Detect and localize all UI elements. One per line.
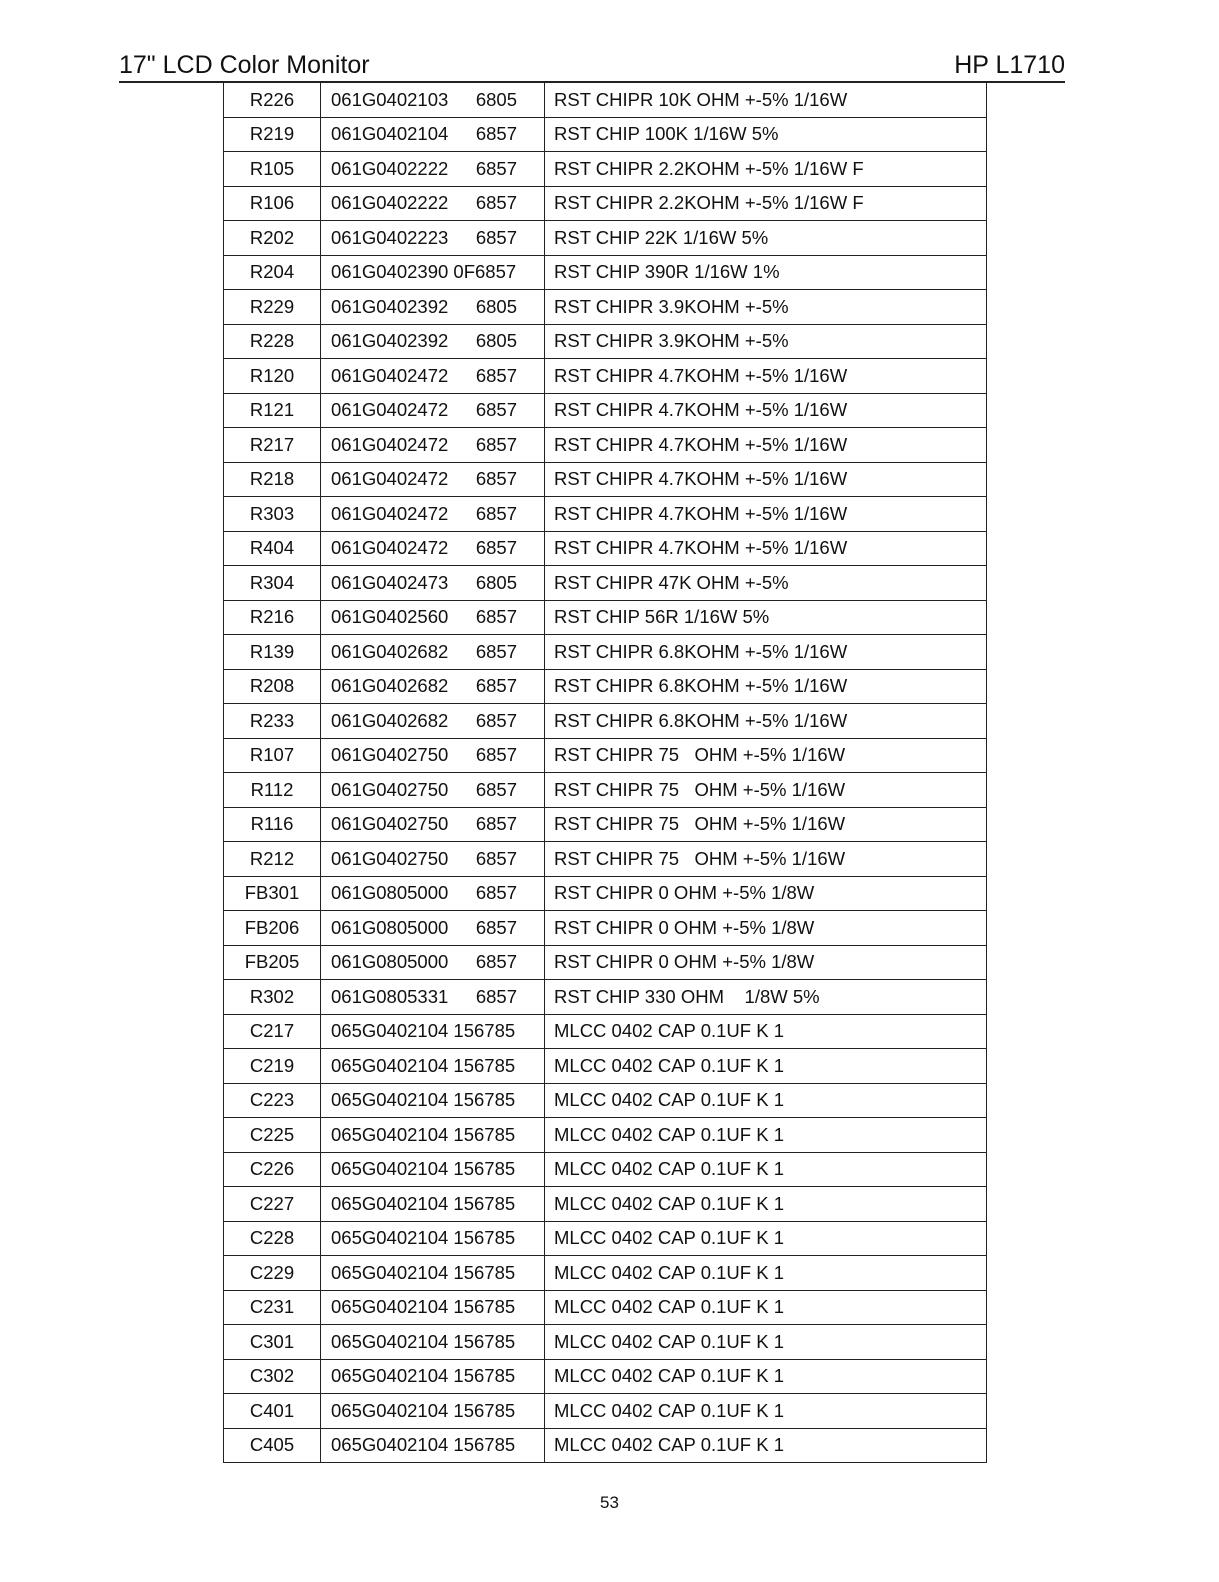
table-row <box>224 1359 987 1394</box>
part-number: 061G0402750 <box>331 778 449 800</box>
description-cell: MLCC 0402 CAP 0.1UF K 1 <box>545 1394 987 1429</box>
table-row <box>224 1221 987 1256</box>
reference-designator-cell: C229 <box>224 1256 321 1291</box>
part-number: 061G0402472 <box>331 364 449 386</box>
description-cell: RST CHIPR 3.9KOHM +-5% <box>545 324 987 359</box>
description-cell: RST CHIPR 10K OHM +-5% 1/16W <box>545 83 987 118</box>
location-code: 6805 <box>475 88 517 110</box>
table-row <box>224 945 987 980</box>
description-cell: RST CHIPR 75 OHM +-5% 1/16W <box>545 807 987 842</box>
part-number-cell <box>321 669 545 704</box>
table-row <box>224 1428 987 1463</box>
part-number-cell <box>321 1428 545 1463</box>
part-number: 065G0402104 156785 <box>331 1296 516 1318</box>
part-number-cell <box>321 876 545 911</box>
reference-designator-cell: FB205 <box>224 945 321 980</box>
description-cell: RST CHIPR 75 OHM +-5% 1/16W <box>545 773 987 808</box>
reference-designator-cell: C405 <box>224 1428 321 1463</box>
part-number: 061G0805331 <box>331 985 449 1007</box>
part-number-cell <box>321 1152 545 1187</box>
part-number-cell <box>321 773 545 808</box>
location-code: 6857 <box>475 399 517 421</box>
table-row <box>224 1152 987 1187</box>
part-number-cell <box>321 462 545 497</box>
description-cell: MLCC 0402 CAP 0.1UF K 1 <box>545 1118 987 1153</box>
reference-designator-cell: FB301 <box>224 876 321 911</box>
part-number: 061G0402392 <box>331 330 449 352</box>
reference-designator-cell: R233 <box>224 704 321 739</box>
part-number-cell <box>321 807 545 842</box>
part-number: 061G0402560 <box>331 606 449 628</box>
location-code: 6857 <box>475 192 517 214</box>
table-row <box>224 186 987 221</box>
table-row <box>224 531 987 566</box>
part-number-cell <box>321 945 545 980</box>
location-code: 6857 <box>475 640 517 662</box>
table-row <box>224 876 987 911</box>
table-row <box>224 773 987 808</box>
table-row <box>224 738 987 773</box>
reference-designator-cell: FB206 <box>224 911 321 946</box>
reference-designator-cell: C401 <box>224 1394 321 1429</box>
part-number-cell <box>321 290 545 325</box>
location-code: 6857 <box>475 157 517 179</box>
description-cell: RST CHIPR 4.7KOHM +-5% 1/16W <box>545 359 987 394</box>
reference-designator-cell: C301 <box>224 1325 321 1360</box>
location-code: 6857 <box>475 778 517 800</box>
location-code: 6857 <box>475 951 517 973</box>
parts-list-body <box>224 83 987 1463</box>
document-title: 17" LCD Color Monitor <box>119 51 370 79</box>
description-cell: RST CHIPR 0 OHM +-5% 1/8W <box>545 911 987 946</box>
table-row <box>224 117 987 152</box>
part-number-cell <box>321 221 545 256</box>
reference-designator-cell: R121 <box>224 393 321 428</box>
part-number-cell <box>321 255 545 290</box>
table-row <box>224 1394 987 1429</box>
reference-designator-cell: R226 <box>224 83 321 118</box>
reference-designator-cell: R302 <box>224 980 321 1015</box>
table-row <box>224 324 987 359</box>
part-number: 061G0402682 <box>331 675 449 697</box>
description-cell: RST CHIPR 4.7KOHM +-5% 1/16W <box>545 531 987 566</box>
part-number-cell <box>321 980 545 1015</box>
part-number: 061G0402472 <box>331 433 449 455</box>
location-code: 6805 <box>475 295 517 317</box>
part-number: 061G0402392 <box>331 295 449 317</box>
part-number-cell <box>321 1049 545 1084</box>
part-number-cell <box>321 1394 545 1429</box>
part-number-cell <box>321 152 545 187</box>
location-code: 6857 <box>475 123 517 145</box>
table-row <box>224 842 987 877</box>
part-number-cell <box>321 117 545 152</box>
description-cell: MLCC 0402 CAP 0.1UF K 1 <box>545 1187 987 1222</box>
part-number-cell <box>321 186 545 221</box>
location-code: 6805 <box>475 330 517 352</box>
part-number-cell <box>321 738 545 773</box>
page-header <box>119 50 1065 83</box>
reference-designator-cell: R216 <box>224 600 321 635</box>
model-name: HP L1710 <box>954 51 1065 79</box>
table-row <box>224 462 987 497</box>
part-number-cell <box>321 1118 545 1153</box>
location-code: 6857 <box>475 916 517 938</box>
reference-designator-cell: C302 <box>224 1359 321 1394</box>
part-number-cell <box>321 1256 545 1291</box>
part-number: 065G0402104 156785 <box>331 1089 516 1111</box>
reference-designator-cell: C223 <box>224 1083 321 1118</box>
part-number-cell <box>321 1083 545 1118</box>
part-number-cell <box>321 428 545 463</box>
table-row <box>224 83 987 118</box>
part-number: 065G0402104 156785 <box>331 1261 516 1283</box>
table-row <box>224 980 987 1015</box>
part-number: 061G0402750 <box>331 744 449 766</box>
reference-designator-cell: C226 <box>224 1152 321 1187</box>
reference-designator-cell: R218 <box>224 462 321 497</box>
table-row <box>224 359 987 394</box>
description-cell: MLCC 0402 CAP 0.1UF K 1 <box>545 1152 987 1187</box>
description-cell: RST CHIPR 4.7KOHM +-5% 1/16W <box>545 497 987 532</box>
description-cell: RST CHIPR 2.2KOHM +-5% 1/16W F <box>545 186 987 221</box>
part-number-cell <box>321 393 545 428</box>
part-number-cell <box>321 635 545 670</box>
part-number: 065G0402104 156785 <box>331 1020 516 1042</box>
location-code: 6857 <box>475 847 517 869</box>
description-cell: RST CHIPR 4.7KOHM +-5% 1/16W <box>545 428 987 463</box>
part-number-cell <box>321 1014 545 1049</box>
part-number-cell <box>321 911 545 946</box>
part-number: 065G0402104 156785 <box>331 1330 516 1352</box>
location-code: 6857 <box>475 502 517 524</box>
location-code: 6857 <box>475 744 517 766</box>
part-number: 065G0402104 156785 <box>331 1227 516 1249</box>
description-cell: RST CHIPR 4.7KOHM +-5% 1/16W <box>545 393 987 428</box>
reference-designator-cell: C227 <box>224 1187 321 1222</box>
description-cell: RST CHIPR 2.2KOHM +-5% 1/16W F <box>545 152 987 187</box>
part-number: 061G0402472 <box>331 502 449 524</box>
location-code: 6857 <box>475 813 517 835</box>
part-number-cell <box>321 324 545 359</box>
reference-designator-cell: C225 <box>224 1118 321 1153</box>
page-number: 53 <box>600 1493 619 1512</box>
part-number: 061G0402104 <box>331 123 449 145</box>
reference-designator-cell: C231 <box>224 1290 321 1325</box>
table-row <box>224 1014 987 1049</box>
part-number-cell <box>321 83 545 118</box>
reference-designator-cell: R229 <box>224 290 321 325</box>
location-code: 6857 <box>475 537 517 559</box>
part-number: 065G0402104 156785 <box>331 1123 516 1145</box>
part-number-cell <box>321 566 545 601</box>
location-code: 6857 <box>475 985 517 1007</box>
reference-designator-cell: R217 <box>224 428 321 463</box>
location-code: 6857 <box>475 882 517 904</box>
reference-designator-cell: R228 <box>224 324 321 359</box>
part-number: 065G0402104 156785 <box>331 1434 516 1456</box>
description-cell: MLCC 0402 CAP 0.1UF K 1 <box>545 1221 987 1256</box>
reference-designator-cell: R139 <box>224 635 321 670</box>
description-cell: RST CHIP 22K 1/16W 5% <box>545 221 987 256</box>
part-number-cell <box>321 1187 545 1222</box>
table-row <box>224 1325 987 1360</box>
table-row <box>224 255 987 290</box>
reference-designator-cell: C217 <box>224 1014 321 1049</box>
part-number: 065G0402104 156785 <box>331 1399 516 1421</box>
reference-designator-cell: R116 <box>224 807 321 842</box>
reference-designator-cell: R404 <box>224 531 321 566</box>
table-row <box>224 1256 987 1291</box>
description-cell: RST CHIPR 3.9KOHM +-5% <box>545 290 987 325</box>
part-number-cell <box>321 531 545 566</box>
description-cell: MLCC 0402 CAP 0.1UF K 1 <box>545 1256 987 1291</box>
reference-designator-cell: R105 <box>224 152 321 187</box>
description-cell: RST CHIPR 6.8KOHM +-5% 1/16W <box>545 669 987 704</box>
reference-designator-cell: R202 <box>224 221 321 256</box>
table-row <box>224 152 987 187</box>
table-row <box>224 1083 987 1118</box>
reference-designator-cell: R107 <box>224 738 321 773</box>
part-number-cell <box>321 600 545 635</box>
part-number: 065G0402104 156785 <box>331 1365 516 1387</box>
part-number-cell <box>321 704 545 739</box>
table-row <box>224 1290 987 1325</box>
description-cell: RST CHIP 56R 1/16W 5% <box>545 600 987 635</box>
part-number: 061G0402472 <box>331 468 449 490</box>
reference-designator-cell: C219 <box>224 1049 321 1084</box>
part-number: 061G0402750 <box>331 813 449 835</box>
part-number: 061G0805000 <box>331 882 449 904</box>
part-number-cell <box>321 497 545 532</box>
table-row <box>224 1049 987 1084</box>
part-number: 061G0402222 <box>331 192 449 214</box>
description-cell: RST CHIPR 75 OHM +-5% 1/16W <box>545 738 987 773</box>
table-row <box>224 600 987 635</box>
reference-designator-cell: R303 <box>224 497 321 532</box>
part-number: 061G0402222 <box>331 157 449 179</box>
description-cell: MLCC 0402 CAP 0.1UF K 1 <box>545 1325 987 1360</box>
table-row <box>224 221 987 256</box>
reference-designator-cell: R212 <box>224 842 321 877</box>
location-code: 6857 <box>475 468 517 490</box>
part-number-cell <box>321 1325 545 1360</box>
table-row <box>224 1187 987 1222</box>
table-row <box>224 566 987 601</box>
reference-designator-cell: C228 <box>224 1221 321 1256</box>
table-row <box>224 807 987 842</box>
location-code: 6857 <box>475 675 517 697</box>
description-cell: RST CHIP 390R 1/16W 1% <box>545 255 987 290</box>
reference-designator-cell: R219 <box>224 117 321 152</box>
location-code: 6805 <box>475 571 517 593</box>
part-number: 061G0402390 0F6857 <box>331 261 517 283</box>
description-cell: RST CHIP 100K 1/16W 5% <box>545 117 987 152</box>
table-row <box>224 428 987 463</box>
description-cell: MLCC 0402 CAP 0.1UF K 1 <box>545 1014 987 1049</box>
location-code: 6857 <box>475 709 517 731</box>
table-row <box>224 635 987 670</box>
description-cell: MLCC 0402 CAP 0.1UF K 1 <box>545 1359 987 1394</box>
description-cell: RST CHIPR 47K OHM +-5% <box>545 566 987 601</box>
part-number: 061G0402472 <box>331 537 449 559</box>
part-number: 061G0805000 <box>331 951 449 973</box>
part-number: 061G0402682 <box>331 640 449 662</box>
description-cell: RST CHIPR 6.8KOHM +-5% 1/16W <box>545 635 987 670</box>
description-cell: RST CHIPR 0 OHM +-5% 1/8W <box>545 945 987 980</box>
part-number: 061G0402750 <box>331 847 449 869</box>
part-number-cell <box>321 1290 545 1325</box>
location-code: 6857 <box>475 226 517 248</box>
location-code: 6857 <box>475 433 517 455</box>
description-cell: MLCC 0402 CAP 0.1UF K 1 <box>545 1083 987 1118</box>
table-row <box>224 911 987 946</box>
reference-designator-cell: R304 <box>224 566 321 601</box>
parts-list-table <box>223 82 987 1463</box>
table-row <box>224 704 987 739</box>
part-number: 061G0402223 <box>331 226 449 248</box>
description-cell: RST CHIPR 6.8KOHM +-5% 1/16W <box>545 704 987 739</box>
part-number: 061G0402682 <box>331 709 449 731</box>
table-row <box>224 1118 987 1153</box>
part-number-cell <box>321 1221 545 1256</box>
description-cell: MLCC 0402 CAP 0.1UF K 1 <box>545 1290 987 1325</box>
part-number: 065G0402104 156785 <box>331 1054 516 1076</box>
location-code: 6857 <box>475 606 517 628</box>
part-number-cell <box>321 359 545 394</box>
description-cell: MLCC 0402 CAP 0.1UF K 1 <box>545 1049 987 1084</box>
reference-designator-cell: R204 <box>224 255 321 290</box>
location-code: 6857 <box>475 364 517 386</box>
reference-designator-cell: R106 <box>224 186 321 221</box>
part-number: 061G0805000 <box>331 916 449 938</box>
description-cell: RST CHIPR 4.7KOHM +-5% 1/16W <box>545 462 987 497</box>
reference-designator-cell: R208 <box>224 669 321 704</box>
part-number: 065G0402104 156785 <box>331 1192 516 1214</box>
description-cell: RST CHIP 330 OHM 1/8W 5% <box>545 980 987 1015</box>
table-row <box>224 290 987 325</box>
part-number-cell <box>321 842 545 877</box>
description-cell: MLCC 0402 CAP 0.1UF K 1 <box>545 1428 987 1463</box>
part-number: 061G0402103 <box>331 88 449 110</box>
description-cell: RST CHIPR 75 OHM +-5% 1/16W <box>545 842 987 877</box>
table-row <box>224 669 987 704</box>
part-number-cell <box>321 1359 545 1394</box>
reference-designator-cell: R120 <box>224 359 321 394</box>
reference-designator-cell: R112 <box>224 773 321 808</box>
description-cell: RST CHIPR 0 OHM +-5% 1/8W <box>545 876 987 911</box>
part-number: 065G0402104 156785 <box>331 1158 516 1180</box>
part-number: 061G0402473 <box>331 571 449 593</box>
table-row <box>224 393 987 428</box>
table-row <box>224 497 987 532</box>
part-number: 061G0402472 <box>331 399 449 421</box>
